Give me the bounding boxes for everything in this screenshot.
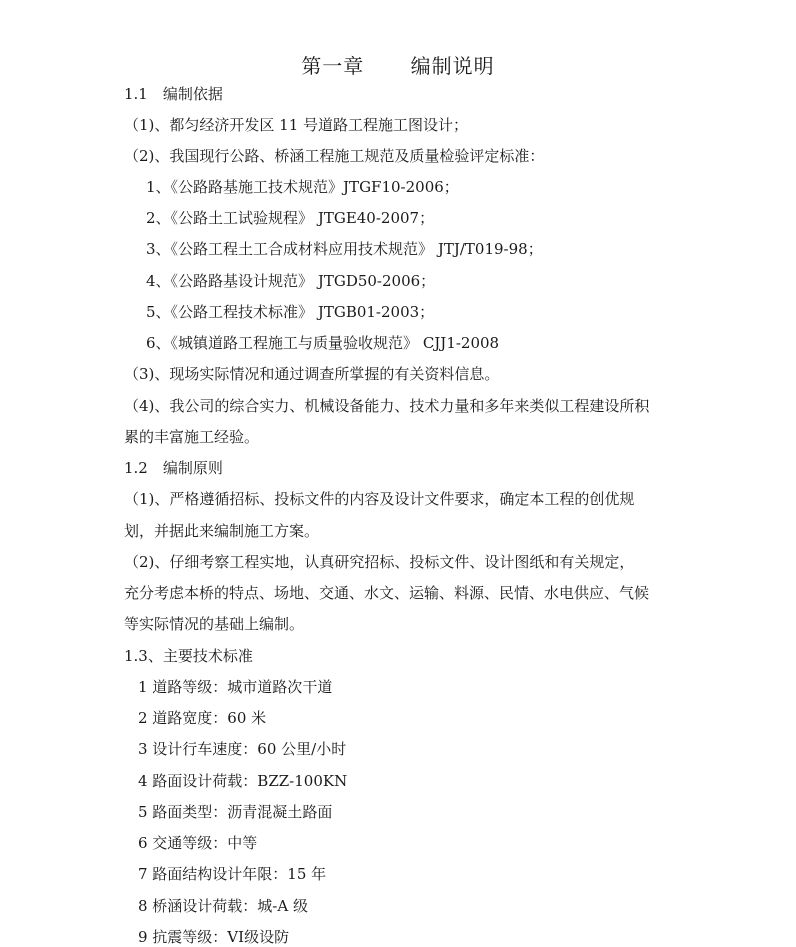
standard-item-4: 4、《公路路基设计规范》 JTGD50-2006； <box>146 272 436 290</box>
tech-standard-7: 7 路面结构设计年限：15 年 <box>138 865 327 883</box>
principle-item-2: （2)、仔细考察工程实地，认真研究招标、投标文件、设计图纸和有关规定， <box>124 553 635 571</box>
tech-standard-4: 4 路面设计荷载：BZZ-100KN <box>138 772 348 790</box>
tech-standard-3: 3 设计行车速度：60 公里/小时 <box>138 740 347 758</box>
chapter-title: 第一章 编制说明 <box>301 54 495 78</box>
tech-standard-2: 2 道路宽度：60 米 <box>138 709 267 727</box>
principle-item-2-cont-1: 充分考虑本桥的特点、场地、交通、水文、运输、料源、民情、水电供应、气候 <box>124 584 650 602</box>
standard-item-6: 6、《城镇道路工程施工与质量验收规范》 CJJ1-2008 <box>146 334 500 352</box>
standard-item-3: 3、《公路工程土工合成材料应用技术规范》 JTJ/T019-98； <box>146 240 543 258</box>
basis-item-3: （3)、现场实际情况和通过调查所掌握的有关资料信息。 <box>124 365 500 383</box>
tech-standard-1: 1 道路等级：城市道路次干道 <box>138 678 333 696</box>
standard-item-1: 1、《公路路基施工技术规范》JTGF10-2006； <box>146 178 459 196</box>
standard-item-2: 2、《公路土工试验规程》 JTGE40-2007； <box>146 209 435 227</box>
basis-item-4-cont: 累的丰富施工经验。 <box>124 428 260 446</box>
section-heading-1-3: 1.3、主要技术标准 <box>124 647 253 665</box>
principle-item-1-cont: 划，并据此来编制施工方案。 <box>124 522 320 540</box>
tech-standard-5: 5 路面类型：沥青混凝土路面 <box>138 803 333 821</box>
principle-item-2-cont-2: 等实际情况的基础上编制。 <box>124 615 305 633</box>
basis-item-4: （4)、我公司的综合实力、机械设备能力、技术力量和多年来类似工程建设所积 <box>124 397 650 415</box>
tech-standard-8: 8 桥涵设计荷载：城-A 级 <box>138 897 308 915</box>
basis-item-1: （1)、都匀经济开发区 11 号道路工程施工图设计； <box>124 116 469 134</box>
standard-item-5: 5、《公路工程技术标准》 JTGB01-2003； <box>146 303 435 321</box>
section-heading-1-1: 1.1 编制依据 <box>124 85 223 103</box>
tech-standard-6: 6 交通等级：中等 <box>138 834 258 852</box>
principle-item-1: （1)、严格遵循招标、投标文件的内容及设计文件要求，确定本工程的创优规 <box>124 490 635 508</box>
basis-item-2: （2)、我国现行公路、桥涵工程施工规范及质量检验评定标准： <box>124 147 545 165</box>
tech-standard-9: 9 抗震等级：VI级设防 <box>138 928 290 946</box>
section-heading-1-2: 1.2 编制原则 <box>124 459 223 477</box>
